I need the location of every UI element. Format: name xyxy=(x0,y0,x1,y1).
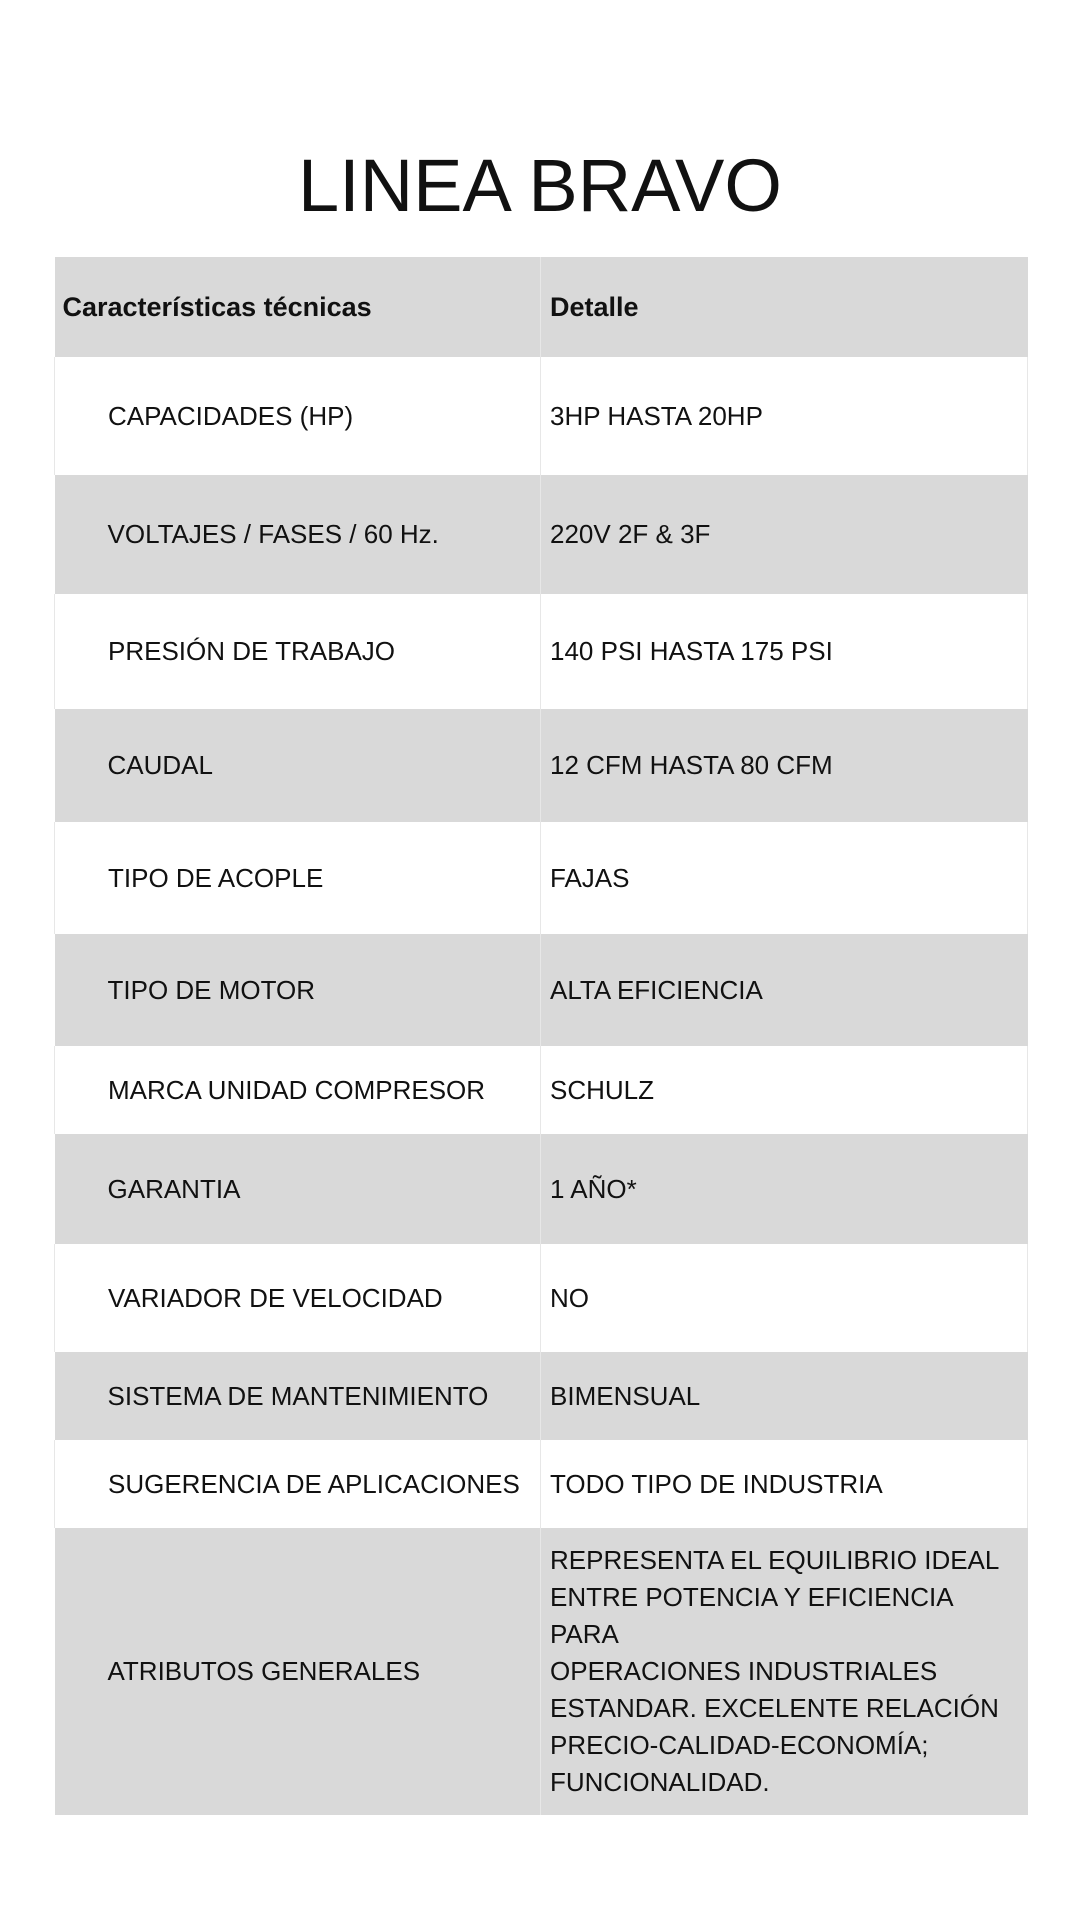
table-row xyxy=(55,1244,1028,1352)
table-row xyxy=(55,357,1028,475)
row-value-warranty: 1 AÑO* xyxy=(541,1134,1028,1244)
table-row xyxy=(55,475,1028,594)
row-label-pressure: PRESIÓN DE TRABAJO xyxy=(55,594,541,709)
row-value-applications: TODO TIPO DE INDUSTRIA xyxy=(541,1440,1028,1528)
table-row xyxy=(55,822,1028,934)
row-label-warranty: GARANTIA xyxy=(55,1134,541,1244)
row-label-applications: SUGERENCIA DE APLICACIONES xyxy=(55,1440,541,1528)
table-row xyxy=(55,1440,1028,1528)
row-value-maintenance: BIMENSUAL xyxy=(541,1352,1028,1440)
row-value-general-attributes: REPRESENTA EL EQUILIBRIO IDEAL ENTRE POTENCIA Y EFICIENCIA PARA OPERACIONES INDUSTRIALES ESTANDAR. EXCELENTE RELACIÓN PRECIO-CALIDAD-ECONOMÍA; FUNCIONALIDAD. xyxy=(541,1528,1028,1815)
table-row xyxy=(55,1046,1028,1134)
header-detail: Detalle xyxy=(541,257,1028,357)
row-value-pressure: 140 PSI HASTA 175 PSI xyxy=(541,594,1028,709)
row-value-capacities: 3HP HASTA 20HP xyxy=(541,357,1028,475)
table-row xyxy=(55,934,1028,1046)
row-label-coupling: TIPO DE ACOPLE xyxy=(55,822,541,934)
row-value-coupling: FAJAS xyxy=(541,822,1028,934)
table-row xyxy=(55,594,1028,709)
table-row xyxy=(55,1352,1028,1440)
row-value-voltages: 220V 2F & 3F xyxy=(541,475,1028,594)
row-value-speed-variator: NO xyxy=(541,1244,1028,1352)
table-row xyxy=(55,1528,1028,1815)
page-title: LINEA BRAVO xyxy=(298,144,782,227)
row-label-speed-variator: VARIADOR DE VELOCIDAD xyxy=(55,1244,541,1352)
table-header-row xyxy=(55,257,1028,357)
row-label-motor: TIPO DE MOTOR xyxy=(55,934,541,1046)
row-value-brand: SCHULZ xyxy=(541,1046,1028,1134)
row-label-capacities: CAPACIDADES (HP) xyxy=(55,357,541,475)
row-value-motor: ALTA EFICIENCIA xyxy=(541,934,1028,1046)
row-label-general-attributes: ATRIBUTOS GENERALES xyxy=(55,1528,541,1815)
table-row xyxy=(55,709,1028,822)
header-characteristics: Características técnicas xyxy=(55,257,541,357)
row-value-flow: 12 CFM HASTA 80 CFM xyxy=(541,709,1028,822)
row-label-flow: CAUDAL xyxy=(55,709,541,822)
table-row xyxy=(55,1134,1028,1244)
row-label-voltages: VOLTAJES / FASES / 60 Hz. xyxy=(55,475,541,594)
specs-table xyxy=(54,257,1028,1815)
row-label-brand: MARCA UNIDAD COMPRESOR xyxy=(55,1046,541,1134)
row-label-maintenance: SISTEMA DE MANTENIMIENTO xyxy=(55,1352,541,1440)
